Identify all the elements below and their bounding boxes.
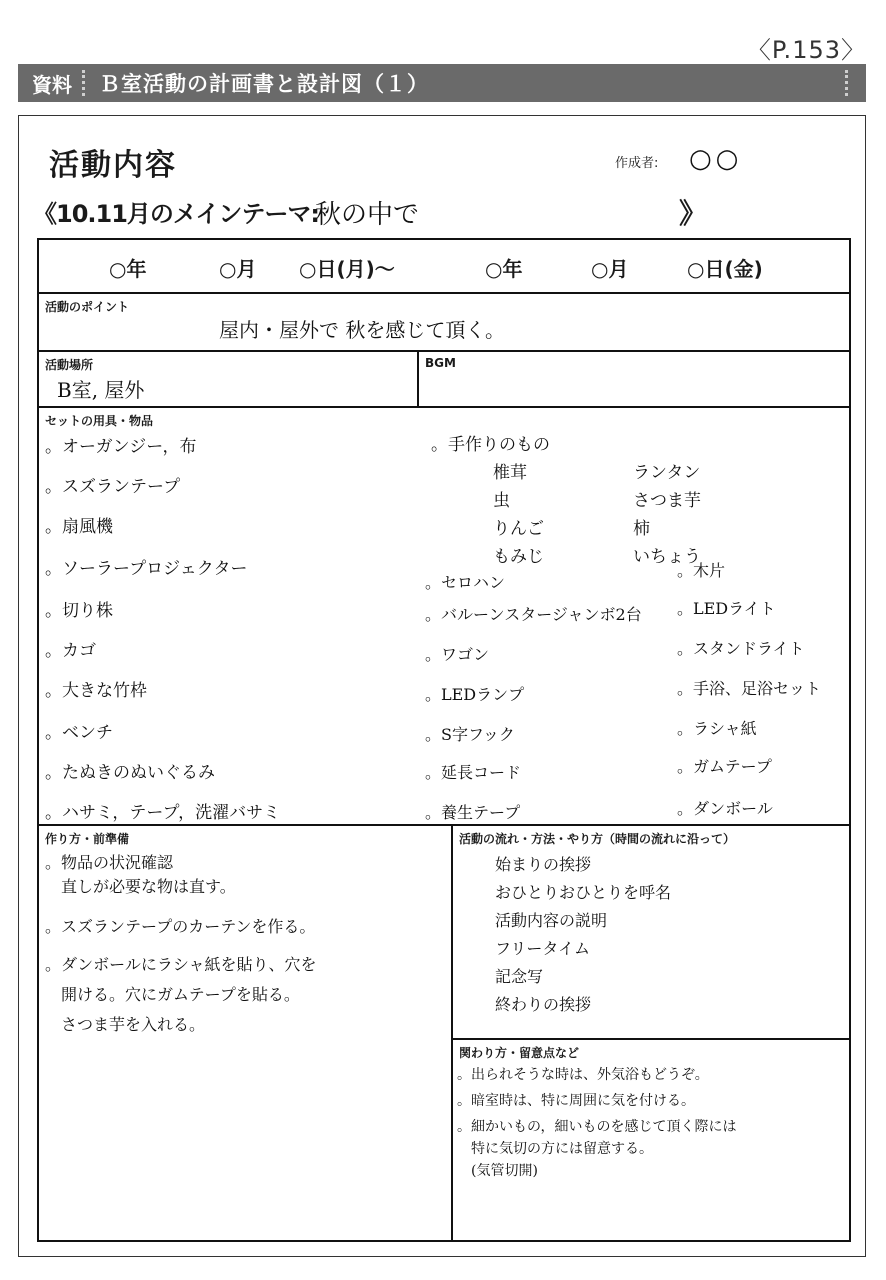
date-row [39, 240, 849, 292]
list-item: 。手浴、足浴セット [677, 679, 822, 698]
list-item: 。ガムテープ [677, 757, 772, 776]
list-item: いちょう [633, 547, 701, 567]
start-year: ○年 [109, 257, 147, 281]
flow-step: 終わりの挨拶 [495, 995, 592, 1014]
list-item: 。ベンチ [45, 723, 113, 743]
flow-step: おひとりおひとりを呼名 [495, 883, 672, 902]
bgm-cell [417, 350, 849, 406]
list-item: 。たぬきのぬいぐるみ [45, 763, 215, 783]
list-item: 椎茸 [493, 463, 527, 483]
flow-label: 活動の流れ・方法・やり方（時間の流れに沿って） [459, 832, 736, 846]
theme-close: 》 [679, 197, 708, 230]
banner-label: 資料 [32, 72, 72, 97]
author-label: 作成者: [615, 156, 659, 171]
plan-form [37, 238, 851, 1242]
list-item: もみじ [493, 547, 544, 567]
flow-cell [451, 824, 849, 1038]
list-item: 柿 [633, 519, 650, 539]
point-value: 屋内・屋外で 秋を感じて頂く。 [219, 318, 505, 342]
list-item: 。オーガンジー，布 [45, 437, 197, 457]
care-line: 。暗室時は、特に周囲に気を付ける。 [457, 1093, 695, 1109]
sheet-title: 活動内容 [49, 148, 177, 183]
prep-line: 。スズランテープのカーテンを作る。 [45, 917, 316, 936]
list-item: 。ダンボール [677, 799, 773, 818]
flow-step: 活動内容の説明 [495, 911, 608, 930]
list-item: 。セロハン [425, 573, 506, 592]
point-label: 活動のポイント [45, 300, 130, 314]
list-item: 。スタンドライト [677, 639, 805, 658]
list-item: 。ハサミ，テープ，洗濯バサミ [45, 803, 281, 823]
list-item: 虫 [493, 491, 510, 511]
handmade-title: 。手作りのもの [431, 435, 550, 455]
place-cell [39, 350, 417, 406]
bgm-label: BGM [425, 356, 456, 370]
end-year: ○年 [485, 257, 523, 281]
theme-value: 秋の中で [315, 200, 420, 230]
list-item: 。扇風機 [45, 517, 113, 537]
start-day: ○日(月)〜 [299, 257, 395, 281]
banner-title: Ｂ室活動の計画書と設計図（１） [99, 72, 429, 96]
plan-sheet [18, 115, 866, 1257]
point-cell [39, 292, 849, 350]
end-month: ○月 [591, 257, 629, 281]
care-cell [451, 1038, 849, 1240]
prep-line: 。物品の状況確認 [45, 853, 174, 872]
list-item: 。ワゴン [425, 645, 490, 664]
banner-divider-right [845, 70, 848, 96]
flow-step: 記念写 [495, 967, 544, 986]
care-line: 。細かいもの，細いものを感じて頂く際には [457, 1119, 737, 1135]
prep-line: 。ダンボールにラシャ紙を貼り、穴を [45, 955, 317, 974]
list-item: りんご [493, 519, 544, 539]
prep-line: さつま芋を入れる。 [45, 1015, 206, 1034]
list-item: 。養生テープ [425, 803, 521, 822]
page-number: 〈P.153〉 [746, 36, 866, 64]
list-item: 。バルーンスタージャンボ2台 [425, 605, 642, 624]
care-label: 関わり方・留意点など [459, 1046, 580, 1060]
end-day: ○日(金) [687, 257, 763, 281]
list-item: 。切り株 [45, 601, 113, 621]
list-item: ランタン [633, 463, 701, 483]
list-item: 。木片 [677, 561, 726, 580]
prep-line: 直しが必要な物は直す。 [45, 877, 236, 896]
care-line: (気管切開) [457, 1163, 538, 1179]
tools-cell [39, 406, 849, 824]
author-value: ○○ [689, 144, 743, 174]
prep-cell [39, 824, 451, 1240]
flow-step: フリータイム [495, 939, 591, 958]
list-item: 。延長コード [425, 763, 522, 782]
list-item: 。カゴ [45, 641, 96, 661]
theme-label: 《10.11月のメインテーマ: [33, 200, 320, 228]
tools-label: セットの用具・物品 [45, 414, 154, 428]
start-month: ○月 [219, 257, 257, 281]
list-item: 。S字フック [425, 725, 515, 744]
prep-label: 作り方・前準備 [45, 832, 130, 846]
place-value: B室, 屋外 [57, 378, 145, 402]
list-item: 。スズランテープ [45, 477, 181, 497]
section-banner [18, 64, 866, 102]
list-item: 。LEDライト [677, 599, 776, 618]
list-item: 。LEDランプ [425, 685, 525, 704]
place-label: 活動場所 [45, 358, 94, 372]
flow-step: 始まりの挨拶 [495, 855, 592, 874]
list-item: 。ソーラープロジェクター [45, 559, 248, 579]
care-line: 特に気切の方には留意する。 [457, 1141, 653, 1157]
list-item: さつま芋 [633, 491, 701, 511]
prep-line: 開ける。穴にガムテープを貼る。 [45, 985, 300, 1004]
care-line: 。出られそうな時は、外気浴もどうぞ。 [457, 1067, 709, 1083]
list-item: 。ラシャ紙 [677, 719, 757, 738]
list-item: 。大きな竹枠 [45, 681, 147, 701]
